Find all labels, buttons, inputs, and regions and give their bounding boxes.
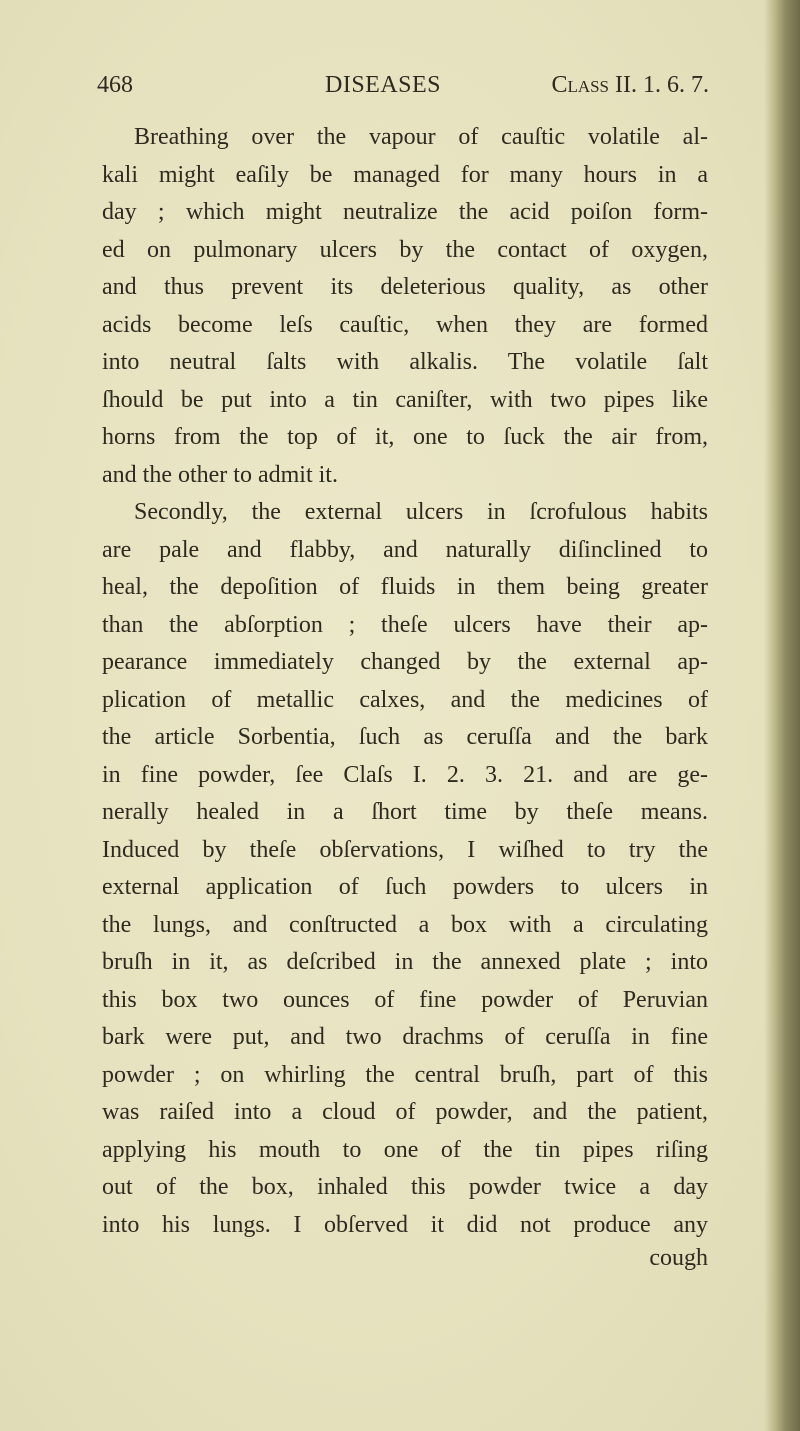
text-line: powder ; on whirling the central bruſh, part of this — [102, 1061, 708, 1088]
catchword: cough — [649, 1245, 708, 1271]
page-gutter-shadow — [764, 0, 800, 1431]
text-line: the lungs, and conſtructed a box with a circulating — [102, 911, 708, 938]
text-line: plication of metallic calxes, and the medicines of — [102, 686, 708, 713]
text-line: out of the box, inhaled this powder twice a day — [102, 1174, 708, 1200]
text-line: the article Sorbentia, ſuch as ceruſſa and the bark — [102, 724, 708, 750]
text-line: horns from the top of it, one to ſuck the air from, — [102, 424, 708, 450]
text-line: ed on pulmonary ulcers by the contact of oxygen, — [102, 236, 708, 263]
text-line: was raiſed into a cloud of powder, and the patient, — [102, 1099, 708, 1125]
text-line: nerally healed in a ſhort time by theſe means. — [102, 799, 708, 825]
text-line: external application of ſuch powders to ulcers in — [102, 874, 708, 900]
text-line: kali might eaſily be managed for many hours in a — [102, 161, 708, 188]
page-number: 468 — [97, 72, 133, 98]
page-body-text — [102, 119, 708, 1244]
text-line: Breathing over the vapour of cauſtic volatile al- — [134, 124, 708, 150]
text-line: ſhould be put into a tin caniſter, with two pipes like — [102, 386, 708, 413]
text-line: bark were put, and two drachms of ceruſſa in fine — [102, 1024, 708, 1050]
running-header — [97, 72, 709, 104]
class-reference: Class II. 1. 6. 7. — [551, 72, 709, 98]
text-line: and thus prevent its deleterious quality, as other — [102, 274, 708, 300]
text-line: heal, the depoſition of fluids in them being greater — [102, 574, 708, 600]
text-line: in fine powder, ſee Claſs I. 2. 3. 21. and are ge- — [102, 761, 708, 788]
text-line: day ; which might neutralize the acid poiſon form- — [102, 199, 708, 225]
text-line: than the abſorption ; theſe ulcers have their ap- — [102, 611, 708, 638]
text-line: this box two ounces of fine powder of Peruvian — [102, 986, 708, 1013]
text-line: applying his mouth to one of the tin pipes riſing — [102, 1136, 708, 1163]
text-line: pearance immediately changed by the external ap- — [102, 649, 708, 675]
text-line: and the other to admit it. — [102, 461, 338, 488]
text-line: Induced by theſe obſervations, I wiſhed to try the — [102, 836, 708, 863]
text-line: into his lungs. I obſerved it did not produce any — [102, 1211, 708, 1238]
text-line: acids become leſs cauſtic, when they are formed — [102, 311, 708, 338]
text-line: into neutral ſalts with alkalis. The volatile ſalt — [102, 349, 708, 375]
text-line: bruſh in it, as deſcribed in the annexed plate ; into — [102, 949, 708, 975]
running-title: DISEASES — [325, 72, 442, 98]
text-line: are pale and flabby, and naturally diſinclined to — [102, 536, 708, 563]
text-line: Secondly, the external ulcers in ſcrofulous habits — [134, 499, 708, 525]
